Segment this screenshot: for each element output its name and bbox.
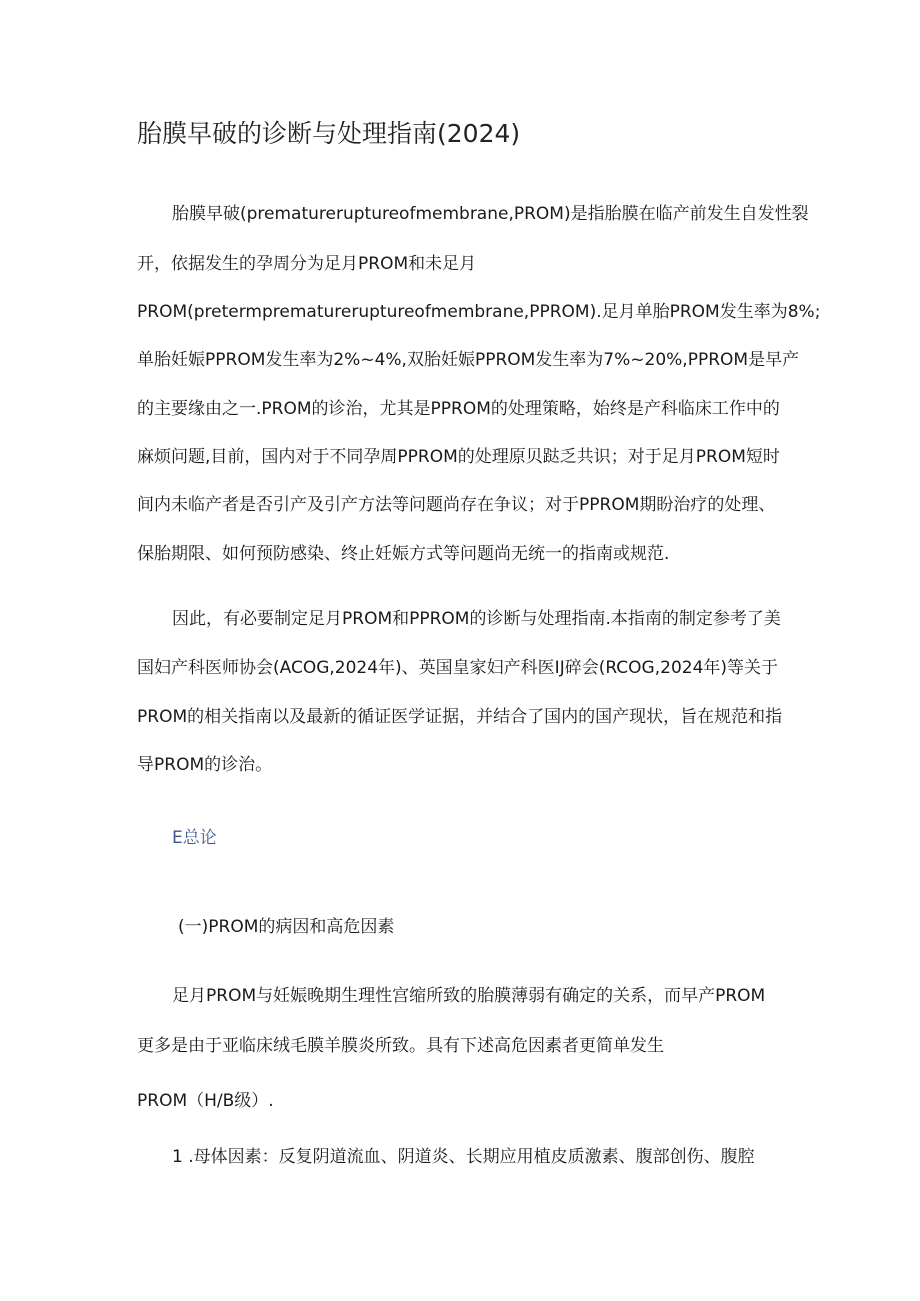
paragraph-line: 保胎期限、如何预防感染、终止妊娠方式等问题尚无统一的指南或规范. [137,544,670,564]
paragraph-line: 的主要缘由之一.PROM的诊治，尤其是PPROM的处理策略，始终是产科临床工作中的 [137,399,780,419]
section-heading: E总论 [172,828,217,848]
paragraph-line: 开，依据发生的孕周分为足月PROM和未足月 [137,254,477,274]
subsection-heading: (一)PROM的病因和高危因素 [178,917,395,937]
paragraph-line: PROM(pretermprematureruptureofmembrane,PPROM).足月单胎PROM发生率为8%; [137,302,821,322]
paragraph-line: 单胎妊娠PPROM发生率为2%~4%,双胎妊娠PPROM发生率为7%~20%,PPROM是早产 [137,350,800,370]
paragraph-line: 更多是由于亚临床绒毛膜羊膜炎所致。具有下述高危因素者更简单发生 [137,1036,664,1056]
paragraph-line: PROM的相关指南以及最新的循证医学证据，并结合了国内的国产现状，旨在规范和指 [137,707,783,727]
document-title: 胎膜早破的诊断与处理指南(2024) [137,119,521,148]
paragraph-line: 国妇产科医师协会(ACOG,2024年)、英国皇家妇产科医IJ碎会(RCOG,2024年)等关于 [137,658,779,678]
paragraph-line: 因此，有必要制定足月PROM和PPROM的诊断与处理指南.本指南的制定参考了美 [172,609,781,629]
paragraph-line: 足月PROM与妊娠晚期生理性宫缩所致的胎膜薄弱有确定的关系，而早产PROM [172,986,766,1006]
paragraph-line: 导PROM的诊治。 [137,755,273,775]
paragraph-line: PROM（H/B级）. [137,1091,274,1111]
paragraph-line: 间内未临产者是否引产及引产方法等问题尚存在争议；对于PPROM期盼治疗的处理、 [137,495,776,515]
paragraph-line: 麻烦问题,目前，国内对于不同孕周PPROM的处理原贝跶乏共识；对于足月PROM短时 [137,447,780,467]
paragraph-line: 胎膜早破(prematureruptureofmembrane,PROM)是指胎膜在临产前发生自发性裂 [172,204,809,224]
list-item: 1 .母体因素：反复阴道流血、阴道炎、长期应用植皮质激素、腹部创伤、腹腔 [172,1147,755,1167]
